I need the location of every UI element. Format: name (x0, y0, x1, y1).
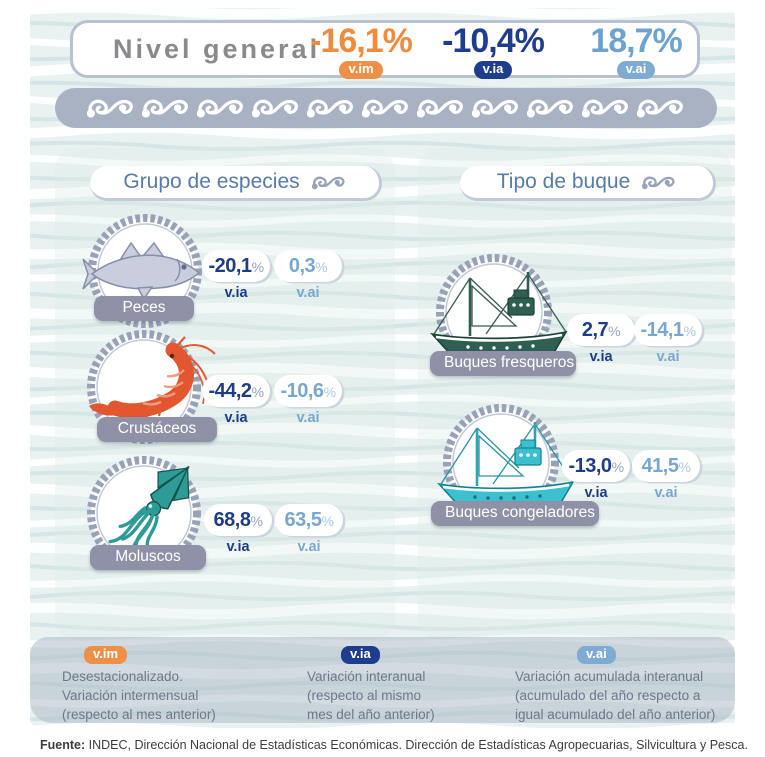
swirl-icon (582, 96, 630, 120)
species-label-moluscos: Moluscos (90, 545, 206, 570)
via-label: v.ia (224, 285, 248, 301)
species-label-crustaceos: Crustáceos (97, 417, 217, 442)
via-label: v.ia (224, 410, 248, 426)
vai-value-pill (274, 375, 342, 407)
via-value-pill (562, 450, 630, 482)
value-number: 0,3 (288, 255, 316, 277)
source-label: Fuente: (40, 738, 86, 752)
vai-label: v.ai (296, 410, 320, 426)
via-label: v.ia (589, 349, 613, 365)
swirl-icon (637, 96, 685, 120)
metric-via (429, 24, 557, 79)
legend-line: Variación intermensual (62, 688, 199, 704)
value-number: -44,2 (208, 380, 252, 402)
legend-line: Variación interanual (307, 668, 426, 684)
legend-line: (respecto al mes anterior) (62, 707, 216, 723)
via-value-pill (567, 314, 635, 346)
via-badge: v.ia (474, 61, 513, 79)
fresqueros-via-group (567, 314, 635, 365)
vai-badge: v.ai (617, 61, 656, 79)
legend-vai (515, 644, 715, 724)
percent-sign: % (683, 323, 696, 339)
value-number: -10,6 (280, 380, 324, 402)
via-value: -10,4% (442, 22, 544, 60)
legend-line: (respecto al mismo (307, 688, 422, 704)
vessel-label-congeladores: Buques congeladores (431, 501, 599, 526)
percent-sign: % (250, 513, 263, 529)
value-number: 2,7 (581, 319, 609, 341)
value-number: 41,5 (641, 455, 679, 477)
legend-via (307, 644, 435, 724)
via-value-pill (202, 250, 270, 282)
via-label: v.ia (226, 539, 250, 555)
species-section-title (90, 166, 382, 201)
swirl-icon (642, 174, 676, 191)
legend-line: Desestacionalizado. (62, 668, 183, 684)
guilloche-band (55, 88, 717, 128)
peces-via-group (202, 250, 270, 301)
vai-value-pill (275, 504, 343, 536)
via-value-pill (202, 375, 270, 407)
moluscos-via-group (204, 504, 272, 555)
vai-value-pill (632, 450, 700, 482)
swirl-icon (252, 96, 300, 120)
crustaceos-via-group (202, 375, 270, 426)
value-number: 63,5 (284, 509, 322, 531)
vai-badge: v.ai (577, 646, 616, 664)
legend-line: igual acumulado del año anterior) (515, 707, 716, 723)
congeladores-vai-group (632, 450, 700, 501)
vai-label: v.ai (656, 349, 680, 365)
legend-band (30, 637, 735, 723)
vessels-title-label: Tipo de buque (496, 170, 631, 193)
swirl-icon (87, 96, 135, 120)
percent-sign: % (251, 259, 264, 275)
vim-badge: v.im (339, 61, 382, 79)
vai-value: 18,7% (590, 22, 682, 60)
percent-sign: % (323, 384, 336, 400)
overall-level-panel (70, 20, 700, 78)
percent-sign: % (608, 323, 621, 339)
vim-badge: v.im (84, 646, 127, 664)
vai-value-pill (274, 250, 342, 282)
swirl-icon (527, 96, 575, 120)
vessel-label-fresqueros: Buques fresqueros (430, 351, 576, 376)
swirl-icon (362, 96, 410, 120)
source-text: INDEC, Dirección Nacional de Estadísticas Económicas. Dirección de Estadísticas Agropecuarias, Silvicultura y Pesca. (85, 738, 748, 752)
value-number: -14,1 (640, 319, 684, 341)
vai-label: v.ai (297, 539, 321, 555)
swirl-icon (472, 96, 520, 120)
congeladores-via-group (562, 450, 630, 501)
metric-vai (575, 24, 697, 79)
fresqueros-vai-group (634, 314, 702, 365)
swirl-icon (312, 174, 346, 191)
swirl-icon (197, 96, 245, 120)
value-number: 68,8 (213, 509, 251, 531)
value-number: -20,1 (208, 255, 252, 277)
percent-sign: % (678, 459, 691, 475)
percent-sign: % (321, 513, 334, 529)
crustaceos-vai-group (274, 375, 342, 426)
species-title-label: Grupo de especies (123, 170, 300, 193)
percent-sign: % (251, 384, 264, 400)
vim-value: -16,1% (310, 22, 412, 60)
legend-vim (62, 644, 216, 724)
vessels-section-title (460, 166, 716, 201)
swirl-icon (417, 96, 465, 120)
vai-value-pill (634, 314, 702, 346)
value-number: -13,0 (568, 455, 612, 477)
swirl-icon (142, 96, 190, 120)
peces-vai-group (274, 250, 342, 301)
via-label: v.ia (584, 485, 608, 501)
vai-label: v.ai (654, 485, 678, 501)
legend-line: Variación acumulada interanual (515, 668, 704, 684)
vai-label: v.ai (296, 285, 320, 301)
moluscos-vai-group (275, 504, 343, 555)
percent-sign: % (611, 459, 624, 475)
percent-sign: % (315, 259, 328, 275)
page-title: Nivel general (113, 34, 321, 64)
source-note (40, 738, 748, 752)
swirl-icon (307, 96, 355, 120)
metric-vim (295, 24, 427, 79)
via-badge: v.ia (341, 646, 380, 664)
species-label-peces: Peces (94, 296, 194, 321)
via-value-pill (204, 504, 272, 536)
legend-line: mes del año anterior) (307, 707, 435, 723)
legend-line: (acumulado del año respecto a (515, 688, 701, 704)
